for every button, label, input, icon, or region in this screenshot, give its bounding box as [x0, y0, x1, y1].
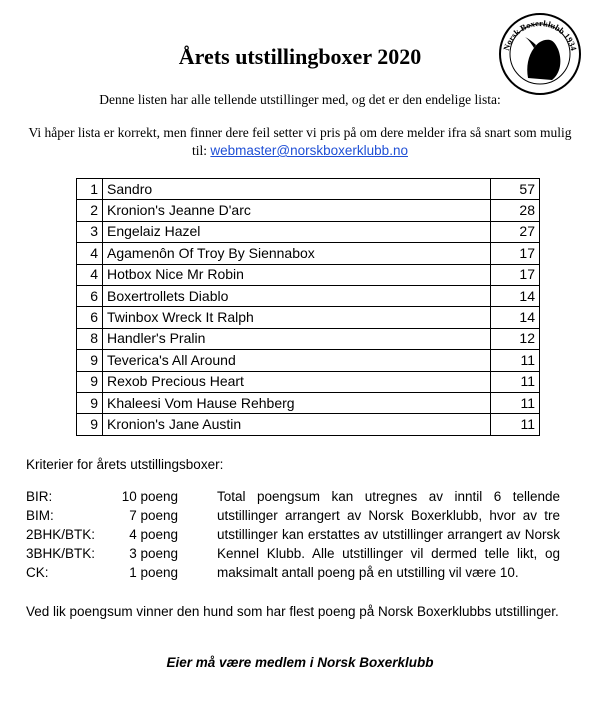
dog-points: 17 [491, 264, 540, 285]
correction-request-text: Vi håper lista er korrekt, men finner dere feil setter vi pris på om dere melder ifra så snart som mulig til: [28, 125, 572, 158]
rank-place: 3 [77, 221, 103, 242]
page-title: Årets utstillingboxer 2020 [178, 44, 422, 69]
membership-requirement: Eier må være medlem i Norsk Boxerklubb [166, 655, 434, 670]
dog-name: Kronion's Jane Austin [103, 414, 491, 435]
criteria-code: 2BHK/BTK: [26, 527, 96, 542]
rank-place: 4 [77, 243, 103, 264]
tie-rule: Ved lik poengsum vinner den hund som har flest poeng på Norsk Boxerklubbs utstillinger. [26, 604, 559, 619]
dog-name: Handler's Pralin [103, 328, 491, 349]
table-row [77, 328, 540, 349]
rank-place: 8 [77, 328, 103, 349]
criteria-points: 7 poeng [129, 508, 178, 523]
dog-name: Rexob Precious Heart [103, 371, 491, 392]
rank-place: 9 [77, 392, 103, 413]
table-row [77, 179, 540, 200]
criteria-code: BIM: [26, 508, 54, 523]
dog-name: Hotbox Nice Mr Robin [103, 264, 491, 285]
dog-points: 14 [491, 307, 540, 328]
table-row [77, 350, 540, 371]
dog-points: 11 [491, 371, 540, 392]
rank-place: 4 [77, 264, 103, 285]
dog-points: 11 [491, 414, 540, 435]
dog-points: 27 [491, 221, 540, 242]
dog-points: 11 [491, 392, 540, 413]
dog-points: 12 [491, 328, 540, 349]
dog-name: Teverica's All Around [103, 350, 491, 371]
criteria-heading: Kriterier for årets utstillingsboxer: [26, 457, 224, 472]
dog-name: Agamenôn Of Troy By Siennabox [103, 243, 491, 264]
rank-place: 2 [77, 200, 103, 221]
rank-place: 1 [77, 179, 103, 200]
criteria-code: 3BHK/BTK: [26, 546, 96, 561]
table-row [77, 264, 540, 285]
dog-points: 14 [491, 285, 540, 306]
email-link[interactable]: webmaster@norskboxerklubb.no [210, 143, 408, 158]
dog-name: Khaleesi Vom Hause Rehberg [103, 392, 491, 413]
logo-lettering: Norsk Boxerklubb 1934 [500, 17, 580, 52]
criteria-code: CK: [26, 565, 49, 580]
criteria-points: 1 poeng [129, 565, 178, 580]
table-row [77, 307, 540, 328]
criteria-code: BIR: [26, 489, 53, 504]
table-row [77, 243, 540, 264]
table-row [77, 221, 540, 242]
dog-name: Sandro [103, 179, 491, 200]
rank-place: 9 [77, 371, 103, 392]
intro-text: Denne listen har alle tellende utstillinger med, og det er den endelige lista: [99, 92, 501, 107]
table-row [77, 285, 540, 306]
criteria-explanation: Total poengsum kan utregnes av inntil 6 tellende utstillinger arrangert av Norsk Boxerklubb, hvor av tre utstillinger kan erstattes av utstillinger arrangert av Norsk Kennel Klubb. Alle utstillinger vil dermed telle likt, og maksimalt antall poeng på en utstilling vil være 10. [217, 489, 560, 580]
dog-name: Boxertrollets Diablo [103, 285, 491, 306]
correction-request [20, 124, 580, 160]
table-row [77, 392, 540, 413]
rank-place: 6 [77, 285, 103, 306]
criteria-points: 4 poeng [129, 527, 178, 542]
dog-name: Engelaiz Hazel [103, 221, 491, 242]
criteria-points: 10 poeng [121, 489, 178, 504]
dog-name: Kronion's Jeanne D'arc [103, 200, 491, 221]
table-row [77, 414, 540, 435]
rank-place: 9 [77, 350, 103, 371]
ranking-table [76, 178, 540, 436]
rank-place: 9 [77, 414, 103, 435]
criteria-points: 3 poeng [129, 546, 178, 561]
rank-place: 6 [77, 307, 103, 328]
dog-points: 11 [491, 350, 540, 371]
dog-points: 17 [491, 243, 540, 264]
table-row [77, 371, 540, 392]
dog-name: Twinbox Wreck It Ralph [103, 307, 491, 328]
table-row [77, 200, 540, 221]
dog-points: 57 [491, 179, 540, 200]
dog-points: 28 [491, 200, 540, 221]
